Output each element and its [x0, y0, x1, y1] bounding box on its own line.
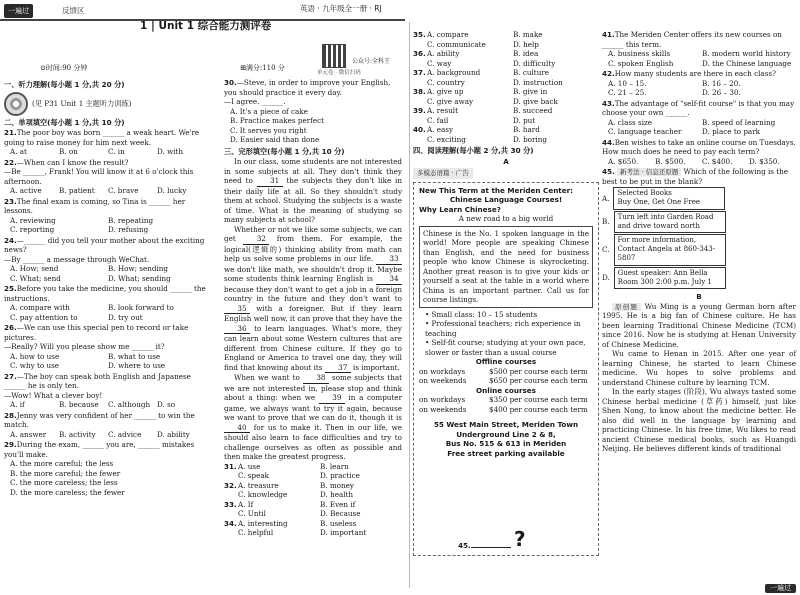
answer-option[interactable]: A. If: [238, 499, 254, 509]
option-row: [413, 78, 599, 88]
question-number: 23.: [4, 196, 17, 206]
answer-option[interactable]: A. reviewing: [10, 215, 56, 225]
question-24: [4, 236, 206, 284]
cloze-options: [224, 462, 402, 538]
passage-paragraph: In our class, some students are not interested in some subjects at all. They don't think they need to 31 the subjects they don't like in their daily life at all. So they shouldn't study them at school. Studying the subjects is a waste of time. What is the meaning of studying so many subjects at school?: [224, 157, 402, 224]
answer-option[interactable]: B. culture: [513, 68, 550, 77]
answer-box-option[interactable]: [602, 211, 796, 233]
advertisement: [413, 182, 599, 556]
price-row: [419, 405, 593, 415]
answer-option[interactable]: A. It's a piece of cake: [230, 106, 308, 116]
answer-option[interactable]: A. if: [10, 400, 25, 409]
answer-option[interactable]: B. repeating: [108, 215, 154, 225]
answer-option[interactable]: C. brave: [108, 186, 139, 195]
ad-question: Why Learn Chinese?: [419, 204, 501, 214]
qr-label: 公众号:全科王: [352, 58, 391, 65]
answer-option[interactable]: D. What; sending: [108, 273, 171, 283]
cloze-blank[interactable]: 39: [319, 393, 345, 404]
answer-option[interactable]: D. with: [157, 147, 184, 156]
column-1: [4, 78, 206, 498]
answer-option[interactable]: D. boring: [513, 134, 547, 144]
question-number: [224, 490, 238, 500]
answer-option[interactable]: D. $350.: [749, 156, 780, 166]
answer-option[interactable]: C. exciting: [427, 134, 466, 144]
question-number: [413, 40, 427, 50]
ad-reason-box: Chinese is the No. 1 spoken language in the world! More people are speaking Chinese than English, and the need for business people who know Chinese is skyrocketing. Another great reason is to give your kids or yourself a seat at the table in a world where China is an important partner. Call us for course listings.: [419, 226, 593, 308]
price-period: on workdays: [419, 395, 466, 405]
question-number: 32.: [224, 480, 237, 490]
question-number: 44.: [602, 137, 615, 147]
option-letter: C.: [602, 245, 610, 255]
answer-option[interactable]: C. pay attention to: [10, 312, 78, 322]
section-cloze: 三、完形填空(每小题 1 分,共 10 分): [224, 146, 345, 156]
question-stem: 41.The Meriden Center offers its new courses on ______ this term.: [602, 30, 782, 49]
question-options: [602, 157, 796, 167]
answer-option[interactable]: D. where to use: [108, 361, 166, 370]
answer-option[interactable]: C. in: [108, 147, 125, 156]
option-row: [413, 49, 599, 59]
question-mark-icon: ?: [514, 527, 526, 552]
price-period: on weekends: [419, 376, 467, 386]
option-row: [224, 528, 402, 538]
answer-option[interactable]: C. language teacher: [608, 127, 682, 136]
answer-option[interactable]: A. compare with: [10, 303, 70, 312]
answer-option[interactable]: A. ability: [427, 49, 460, 58]
price-row: [419, 367, 593, 377]
address-line: Bus No. 515 & 613 in Meriden: [445, 439, 567, 449]
answer-option[interactable]: D. difficulty: [513, 58, 556, 68]
answer-option[interactable]: B. succeed: [513, 106, 553, 115]
answer-option[interactable]: B. learn: [320, 461, 349, 471]
question-25: [4, 284, 206, 322]
question-number: 35.: [413, 30, 426, 39]
address-line: Free street parking available: [447, 448, 565, 458]
option-row: [413, 40, 599, 50]
answer-option[interactable]: B. look forward to: [108, 303, 174, 312]
answer-option[interactable]: D. place to park: [702, 127, 761, 136]
option-row: [413, 116, 599, 126]
answer-option[interactable]: C. spoken English: [608, 58, 674, 68]
answer-option[interactable]: C. the more careless; the less: [10, 478, 118, 487]
answer-option[interactable]: C. way: [427, 58, 452, 68]
answer-option[interactable]: B. 16 – 20.: [702, 78, 741, 88]
answer-option[interactable]: B. activity: [59, 429, 96, 439]
question-number: 24.: [4, 235, 17, 245]
cloze-blank[interactable]: 31: [257, 176, 283, 187]
ad-course-title: Chinese Language Courses!: [449, 195, 563, 205]
ad-bullet: • Professional teachers; rich experience in teaching: [425, 319, 581, 338]
answer-option[interactable]: D. the more careless; the fewer: [10, 487, 125, 497]
part-a-label: A: [503, 156, 509, 166]
question-number: 37.: [413, 68, 426, 77]
question-stem: 28.Jenny was very confident of her ______ to win the match.: [4, 410, 195, 429]
price-period: on weekends: [419, 404, 467, 414]
answer-option[interactable]: A. background: [427, 68, 481, 77]
question-number: 27.: [4, 371, 17, 381]
column-divider: [409, 22, 410, 588]
option-row: [413, 68, 599, 78]
ad-bullet: • Self-fit course; studying at your own pace, slower or faster than a usual course: [425, 338, 586, 357]
price-value: $650 per course each term: [489, 376, 588, 386]
question-number: [413, 97, 427, 107]
answer-boxes: [602, 187, 796, 289]
page-title: 1 | Unit 1 综合能力测评卷: [140, 20, 272, 32]
cloze-blank[interactable]: 36: [224, 324, 250, 335]
cloze-blank[interactable]: 38: [303, 373, 329, 384]
answer-option[interactable]: B. modern world history: [702, 49, 791, 58]
page-header: [0, 0, 800, 34]
option-row: [413, 87, 599, 97]
answer-box-option[interactable]: [602, 187, 796, 209]
answer-option[interactable]: B. give in: [513, 87, 548, 96]
answer-box-option[interactable]: [602, 234, 796, 266]
answer-option[interactable]: B. on: [59, 147, 78, 156]
answer-option[interactable]: B. make: [513, 30, 543, 39]
question-number: 36.: [413, 49, 426, 58]
answer-option[interactable]: C. although: [108, 400, 151, 409]
option-row: [224, 462, 402, 472]
question-stem: 23.The final exam is coming, so Tina is ______ her lessons.: [4, 196, 186, 215]
option-box: Selected Books Buy One, Get One Free: [613, 187, 725, 209]
listening-note-row: [4, 92, 206, 116]
answer-option[interactable]: D. instruction: [513, 77, 563, 87]
column-4: [602, 30, 796, 454]
answer-option[interactable]: C. It serves you right: [230, 125, 307, 135]
question-28: [4, 411, 206, 440]
question-number: 31.: [224, 461, 237, 471]
question-45: 45. 新考法 · 信息还原题 Which of the following is the best to be put in the blank?: [602, 167, 789, 186]
column-2: [224, 78, 402, 538]
answer-option[interactable]: B. Practice makes perfect: [230, 116, 324, 125]
brand-logo: 一遍过: [4, 4, 33, 18]
option-row: [413, 97, 599, 107]
section-reading: 四、阅读理解(每小题 2 分,共 30 分): [413, 146, 534, 155]
answer-option[interactable]: C. Until: [238, 509, 266, 518]
question-stem: 29.During the exam, ______ you are, ______ mistakes you'll make.: [4, 440, 195, 459]
answer-option[interactable]: D. refusing: [108, 225, 149, 234]
answer-option[interactable]: A. at: [10, 147, 27, 156]
question-stem: 44.Ben wishes to take an online course on Tuesdays. How much does he need to pay each term?: [602, 137, 796, 156]
answer-option[interactable]: B. How; sending: [108, 264, 169, 273]
question-27: [4, 372, 206, 410]
question-stem: 27.—The boy can speak both English and Japanese ______ he is only ten. —Wow! What a clever boy!: [4, 371, 191, 400]
answer-option[interactable]: A. use: [238, 461, 261, 471]
answer-option[interactable]: D. help: [513, 39, 539, 49]
question-stem: 43.The advantage of "self-fit course" is that you may choose your own ______.: [602, 98, 795, 117]
question-number: 34.: [224, 518, 237, 528]
passage-b: [602, 302, 796, 454]
listening-note: (见 P31 Unit 1 主题听力训练): [32, 98, 132, 108]
cloze-blank[interactable]: 35: [224, 304, 250, 315]
answer-option[interactable]: B. because: [59, 400, 99, 409]
option-box: Guest speaker: Ann Bella Room 300 2:00 p.m. July 1: [614, 267, 726, 289]
column-3: [413, 30, 599, 556]
edition-label: 英语 · 九年级全一册 · RJ: [300, 4, 382, 13]
question-number: 41.: [602, 30, 615, 39]
price-value: $400 per course each term: [489, 404, 588, 414]
answer-option[interactable]: A. easy: [427, 125, 454, 134]
answer-option[interactable]: A. class size: [608, 117, 653, 127]
question-options: [4, 400, 206, 410]
question-number: 42.: [602, 69, 615, 78]
question-options: [4, 216, 206, 235]
answer-option[interactable]: A. the more careful; the less: [10, 459, 114, 468]
option-row: [413, 30, 599, 40]
answer-option[interactable]: D. give back: [513, 96, 558, 106]
answer-option[interactable]: B. speed of learning: [702, 117, 776, 127]
question-number: 38.: [413, 87, 426, 96]
question-options: [4, 147, 206, 157]
cloze-blank[interactable]: 34: [376, 274, 402, 285]
price-row: [419, 376, 593, 386]
question-options: [602, 79, 796, 98]
cloze-passage: [224, 157, 402, 462]
answer-option[interactable]: A. give up: [427, 87, 464, 96]
answer-option[interactable]: C. fail: [427, 115, 449, 125]
question-21: [4, 128, 206, 157]
blank-45-label: 45.: [458, 541, 511, 551]
question-stem: 22.—When can I know the result? —Be ______, Frank! You will know it at 6 o'clock this afternoon.: [4, 157, 194, 186]
question-options: [602, 49, 796, 68]
ad-tag: 多模态语篇 · 广告: [413, 168, 473, 179]
option-row: [224, 471, 402, 481]
answer-option[interactable]: D. lucky: [157, 186, 187, 195]
answer-option[interactable]: A. compare: [427, 30, 469, 39]
answer-option[interactable]: A. active: [10, 186, 42, 195]
question-options: [4, 459, 206, 497]
question-number: 21.: [4, 128, 17, 137]
cloze-options-continued: [413, 30, 599, 144]
answer-option[interactable]: D. ability: [157, 429, 190, 439]
question-26: [4, 323, 206, 371]
reading-questions: [602, 30, 796, 166]
question-30: 30.—Steve, in order to improve your English, you should practice it every day. —I agree. ______. A. It's a piece of cake B. Practice makes perfect C. It serves you right D. Easier said than done: [224, 78, 402, 145]
passage-paragraph: In the early stages (阶段), Wu always tasted some Chinese herbal medicine (草药) himself, just like Shen Nong, to know about the medicine better. He also did well in the language by learning and practicing Chinese. In his free time, Wu likes to read ancient Chinese medical books, such as Huangdi Neijing. He believes different kinds of traditional: [602, 387, 796, 454]
address-line: 55 West Main Street, Meriden Town: [433, 420, 579, 430]
footer-brand: 一遍过: [765, 584, 796, 593]
option-box: Turn left into Garden Road and drive toward north: [614, 211, 726, 233]
answer-option[interactable]: D. the Chinese language: [702, 58, 792, 68]
answer-option[interactable]: C. helpful: [238, 528, 274, 537]
question-number: 40.: [413, 125, 426, 134]
question-42: [602, 69, 796, 98]
brand-subtitle: 反馈区: [62, 6, 85, 15]
part-b-label: B: [696, 292, 702, 302]
answer-option[interactable]: B. idea: [513, 49, 539, 58]
question-41: [602, 30, 796, 68]
answer-option[interactable]: C. What; send: [10, 273, 61, 283]
passage-paragraph: Whether or not we like some subjects, we can get 32 from them. For example, the logical(逻辑的) thinking ability from math can help us solve some problems in our life. 33 we don't like math, we shouldn't drop it. Maybe some students think learning English is 34 because they don't want to get a job in a foreign country in the future and they don't want to 35 with a foreigner. But if they learn English well now, it can prove that they have the 36 to learn languages. What's more, they can learn about some Western cultures that are different from Chinese culture. If they go to England or America to travel one day, they will find that knowing about its 37 is important.: [224, 224, 402, 372]
original-tag: 原创题: [612, 303, 641, 311]
online-title: Online courses: [476, 385, 536, 395]
option-box: For more information, Contact Angela at 860-343-5807: [614, 234, 726, 266]
answer-option[interactable]: C. speak: [238, 471, 269, 480]
cloze-blank[interactable]: 40: [224, 423, 250, 434]
question-number: [413, 78, 427, 88]
ad-slogan: A new road to a big world: [458, 214, 554, 224]
question-22: [4, 158, 206, 196]
price-value: $350 per course each term: [489, 395, 588, 405]
new-format-tag: 新考法 · 信息还原题: [617, 168, 681, 176]
option-row: [413, 125, 599, 135]
section-single-choice: 二、单项填空(每小题 1 分,共 10 分): [4, 117, 125, 127]
price-row: [419, 395, 593, 405]
answer-option[interactable]: C. communicate: [427, 39, 486, 49]
answer-option[interactable]: B. the more careful; the fewer: [10, 468, 121, 478]
online-prices: [419, 395, 593, 414]
answer-option[interactable]: A. interesting: [238, 518, 288, 528]
question-stem: 42.How many students are there in each class?: [602, 69, 776, 78]
answer-box-option[interactable]: [602, 267, 796, 289]
question-stem: 24.—______ did you tell your mother about the exciting news? —By ______ a message through WeChat.: [4, 235, 205, 264]
question-23: [4, 197, 206, 235]
question-options: [4, 430, 206, 440]
question-number: 26.: [4, 323, 17, 332]
question-options: [4, 264, 206, 283]
option-row: [224, 509, 402, 519]
answer-option[interactable]: B. hard: [513, 125, 540, 134]
time-limit: ⊙时间:90 分钟: [40, 64, 88, 72]
question-number: [224, 471, 238, 481]
answer-option[interactable]: D. put: [513, 115, 536, 125]
option-letter: A.: [602, 193, 610, 203]
ad-bullets: [419, 310, 593, 358]
passage-paragraph: 原创题 Wu Ming is a young German born after 1995. He is a big fan of Chinese culture. He has been learning Traditional Chinese Medicine (TCM) since 2016. Now he is studying at Henan University of Chinese Medicine.: [602, 301, 796, 349]
option-row: [224, 481, 402, 491]
answer-option[interactable]: A. business skills: [608, 49, 671, 58]
qr-caption: 单元卷 · 微信扫码: [317, 70, 361, 76]
cloze-blank[interactable]: 33: [376, 254, 402, 265]
full-score: ⊞满分:110 分: [240, 64, 285, 72]
option-row: [224, 500, 402, 510]
answer-option[interactable]: D. important: [320, 528, 367, 537]
question-number: 43.: [602, 98, 615, 108]
answer-option[interactable]: D. Easier said than done: [230, 135, 320, 144]
audio-cd-icon[interactable]: [4, 92, 28, 116]
answer-option[interactable]: B. Even if: [320, 499, 356, 509]
question-stem: 21.The poor boy was born ______ a weak heart. We're going to raise money for him next week.: [4, 128, 200, 147]
question-number: [224, 509, 238, 519]
offline-prices: [419, 367, 593, 386]
ad-address: [419, 420, 593, 458]
passage-paragraph: Wu came to Henan in 2015. After one year of learning Chinese, he started to learn Chinese medicine. Wu hopes to solve problems and understand Chinese culture by learning TCM.: [602, 349, 796, 387]
answer-option[interactable]: D. 26 – 30.: [702, 88, 741, 97]
answer-option[interactable]: D. try out: [108, 312, 143, 322]
question-number: 39.: [413, 106, 426, 115]
answer-option[interactable]: C. reporting: [10, 225, 55, 234]
question-list: [4, 128, 206, 497]
answer-option[interactable]: B. what to use: [108, 351, 161, 361]
answer-option[interactable]: A. $650.: [608, 156, 639, 166]
offline-title: Offline courses: [475, 357, 537, 367]
cloze-blank[interactable]: 37: [325, 363, 351, 374]
answer-option[interactable]: A. how to use: [10, 351, 60, 361]
question-29: [4, 440, 206, 497]
cloze-blank[interactable]: 32: [243, 234, 269, 245]
answer-option[interactable]: C. why to use: [10, 361, 60, 370]
option-letter: B.: [602, 217, 610, 227]
question-43: [602, 99, 796, 137]
option-row: [224, 490, 402, 500]
answer-option[interactable]: C. knowledge: [238, 490, 288, 499]
question-number: 29.: [4, 440, 17, 449]
question-44: [602, 138, 796, 167]
answer-option[interactable]: B. useless: [320, 518, 357, 528]
question-number: 22.: [4, 157, 17, 167]
question-stem: 26.—We can use this special pen to record or take pictures. —Really? Will you please show me ______ it?: [4, 323, 189, 351]
question-options: [602, 118, 796, 137]
answer-option[interactable]: C. $400.: [702, 156, 733, 166]
question-options: [4, 186, 206, 196]
answer-option[interactable]: A. result: [427, 106, 458, 115]
price-period: on workdays: [419, 366, 466, 376]
passage-paragraph: When we want to 38 some subjects that we are not interested in, please stop and think about a thing: when we 39 in a computer game, we always want to try it again, because we want to prove that we can do it, though it is 40 for us to make it. Then in our life, we should also learn to face difficulties and try to challenge ourselves as often as possible and then make the greatest progress.: [224, 373, 402, 461]
answer-option[interactable]: D. practice: [320, 471, 360, 480]
answer-option[interactable]: C. 21 – 25.: [608, 88, 647, 97]
answer-option[interactable]: A. answer: [10, 429, 47, 439]
answer-option[interactable]: D. health: [320, 490, 354, 499]
address-line: Underground Line 2 & 8,: [456, 429, 556, 439]
answer-option[interactable]: D. Because: [320, 509, 361, 518]
section-listening: 一、听力理解(每小题 1 分,共 20 分): [4, 80, 125, 89]
question-number: [413, 59, 427, 69]
question-number: [413, 135, 427, 145]
answer-option[interactable]: C. give away: [427, 96, 474, 106]
question-number: [224, 528, 238, 538]
answer-option[interactable]: C. country: [427, 77, 465, 87]
question-number: 25.: [4, 284, 17, 293]
answer-option[interactable]: A. How; send: [10, 264, 59, 273]
price-value: $500 per course each term: [489, 366, 588, 376]
option-row: [224, 519, 402, 529]
option-letter: D.: [602, 273, 610, 283]
question-number: [413, 116, 427, 126]
qr-code-icon[interactable]: [322, 44, 346, 68]
question-number: 33.: [224, 499, 237, 509]
answer-option[interactable]: A. treasure: [238, 480, 279, 490]
option-row: [413, 59, 599, 69]
answer-option[interactable]: B. $500.: [655, 156, 686, 166]
answer-option[interactable]: C. advice: [108, 429, 142, 439]
ad-bullet: • Small class: 10 – 15 students: [425, 309, 538, 319]
option-row: [413, 106, 599, 116]
question-options: [4, 352, 206, 371]
question-number: 28.: [4, 410, 17, 420]
ad-headline: New This Term at the Meriden Center:: [419, 185, 574, 195]
answer-option[interactable]: B. patient: [59, 186, 95, 195]
question-options: [4, 303, 206, 322]
option-row: [413, 135, 599, 145]
question-stem: 25.Before you take the medicine, you should ______ the instructions.: [4, 284, 206, 303]
answer-option[interactable]: A. 10 – 15.: [608, 78, 647, 88]
answer-option[interactable]: B. money: [320, 480, 354, 490]
answer-option[interactable]: D. so: [157, 400, 176, 409]
